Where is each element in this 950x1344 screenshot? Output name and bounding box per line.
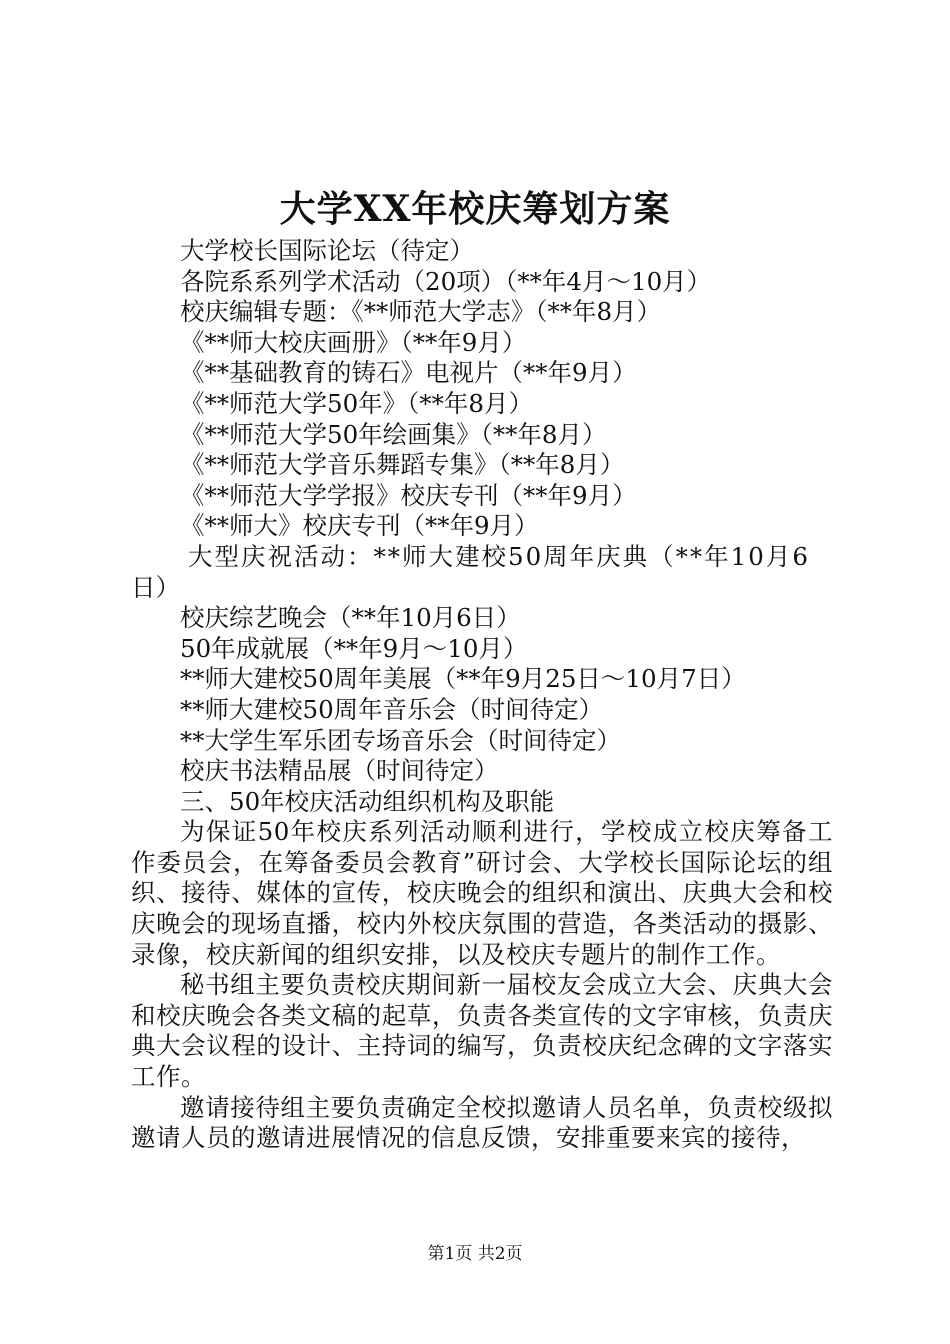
section-heading: 三、50年校庆活动组织机构及职能 <box>180 786 555 816</box>
paragraph: 秘书组主要负责校庆期间新一届校友会成立大会、庆典大会和校庆晚会各类文稿的起草，负责各类宣传的文字审核，负责庆典大会议程的设计、主持词的编写，负责校庆纪念碑的文字落实工作。 <box>131 970 833 1092</box>
list-item: 各院系系列学术活动（20项）（**年4月～10月） <box>180 266 712 296</box>
list-item: 《**师范大学50年绘画集》（**年8月） <box>180 419 607 449</box>
list-item: 《**师大》校庆专刊（**年9月） <box>180 511 539 541</box>
celebration-line-tail: 日） <box>131 572 180 602</box>
celebration-line: 大型庆祝活动：**师大建校50周年庆典（**年10月6 <box>188 541 810 571</box>
list-item: 校庆综艺晚会（**年10月6日） <box>180 603 521 633</box>
paragraph: 邀请接待组主要负责确定全校拟邀请人员名单，负责校级拟邀请人员的邀请进展情况的信息反馈，安排重要来宾的接待， <box>131 1092 833 1153</box>
list-item: **师大建校50周年音乐会（时间待定） <box>180 694 604 724</box>
list-item: 校庆书法精品展（时间待定） <box>180 756 499 786</box>
list-item: 《**师范大学音乐舞蹈专集》（**年8月） <box>180 450 625 480</box>
document-title: 大学XX年校庆筹划方案 <box>279 188 671 230</box>
list-item: 50年成就展（**年9月～10月） <box>180 633 528 663</box>
list-item: 校庆编辑专题：《**师范大学志》（**年8月） <box>180 297 662 327</box>
list-item: 《**师范大学50年》（**年8月） <box>180 388 534 418</box>
document-body <box>131 236 833 1154</box>
list-item: 大学校长国际论坛（待定） <box>180 236 474 265</box>
list-item: 《**基础教育的铸石》电视片（**年9月） <box>180 358 637 388</box>
list-item: **大学生军乐团专场音乐会（时间待定） <box>180 725 621 755</box>
page-footer: 第1页 共2页 <box>427 1244 523 1264</box>
list-item: 《**师大校庆画册》（**年9月） <box>180 327 527 357</box>
list-item: 《**师范大学学报》校庆专刊（**年9月） <box>180 480 637 510</box>
paragraph: 为保证50年校庆系列活动顺利进行，学校成立校庆筹备工作委员会，在筹备委员会教育”研讨会、大学校长国际论坛的组织、接待、媒体的宣传，校庆晚会的组织和演出、庆典大会和校庆晚会的现场直播，校内外校庆氛围的营造，各类活动的摄影、录像，校庆新闻的组织安排，以及校庆专题片的制作工作。 <box>131 817 833 969</box>
list-item: **师大建校50周年美展（**年9月25日～10月7日） <box>180 664 746 694</box>
